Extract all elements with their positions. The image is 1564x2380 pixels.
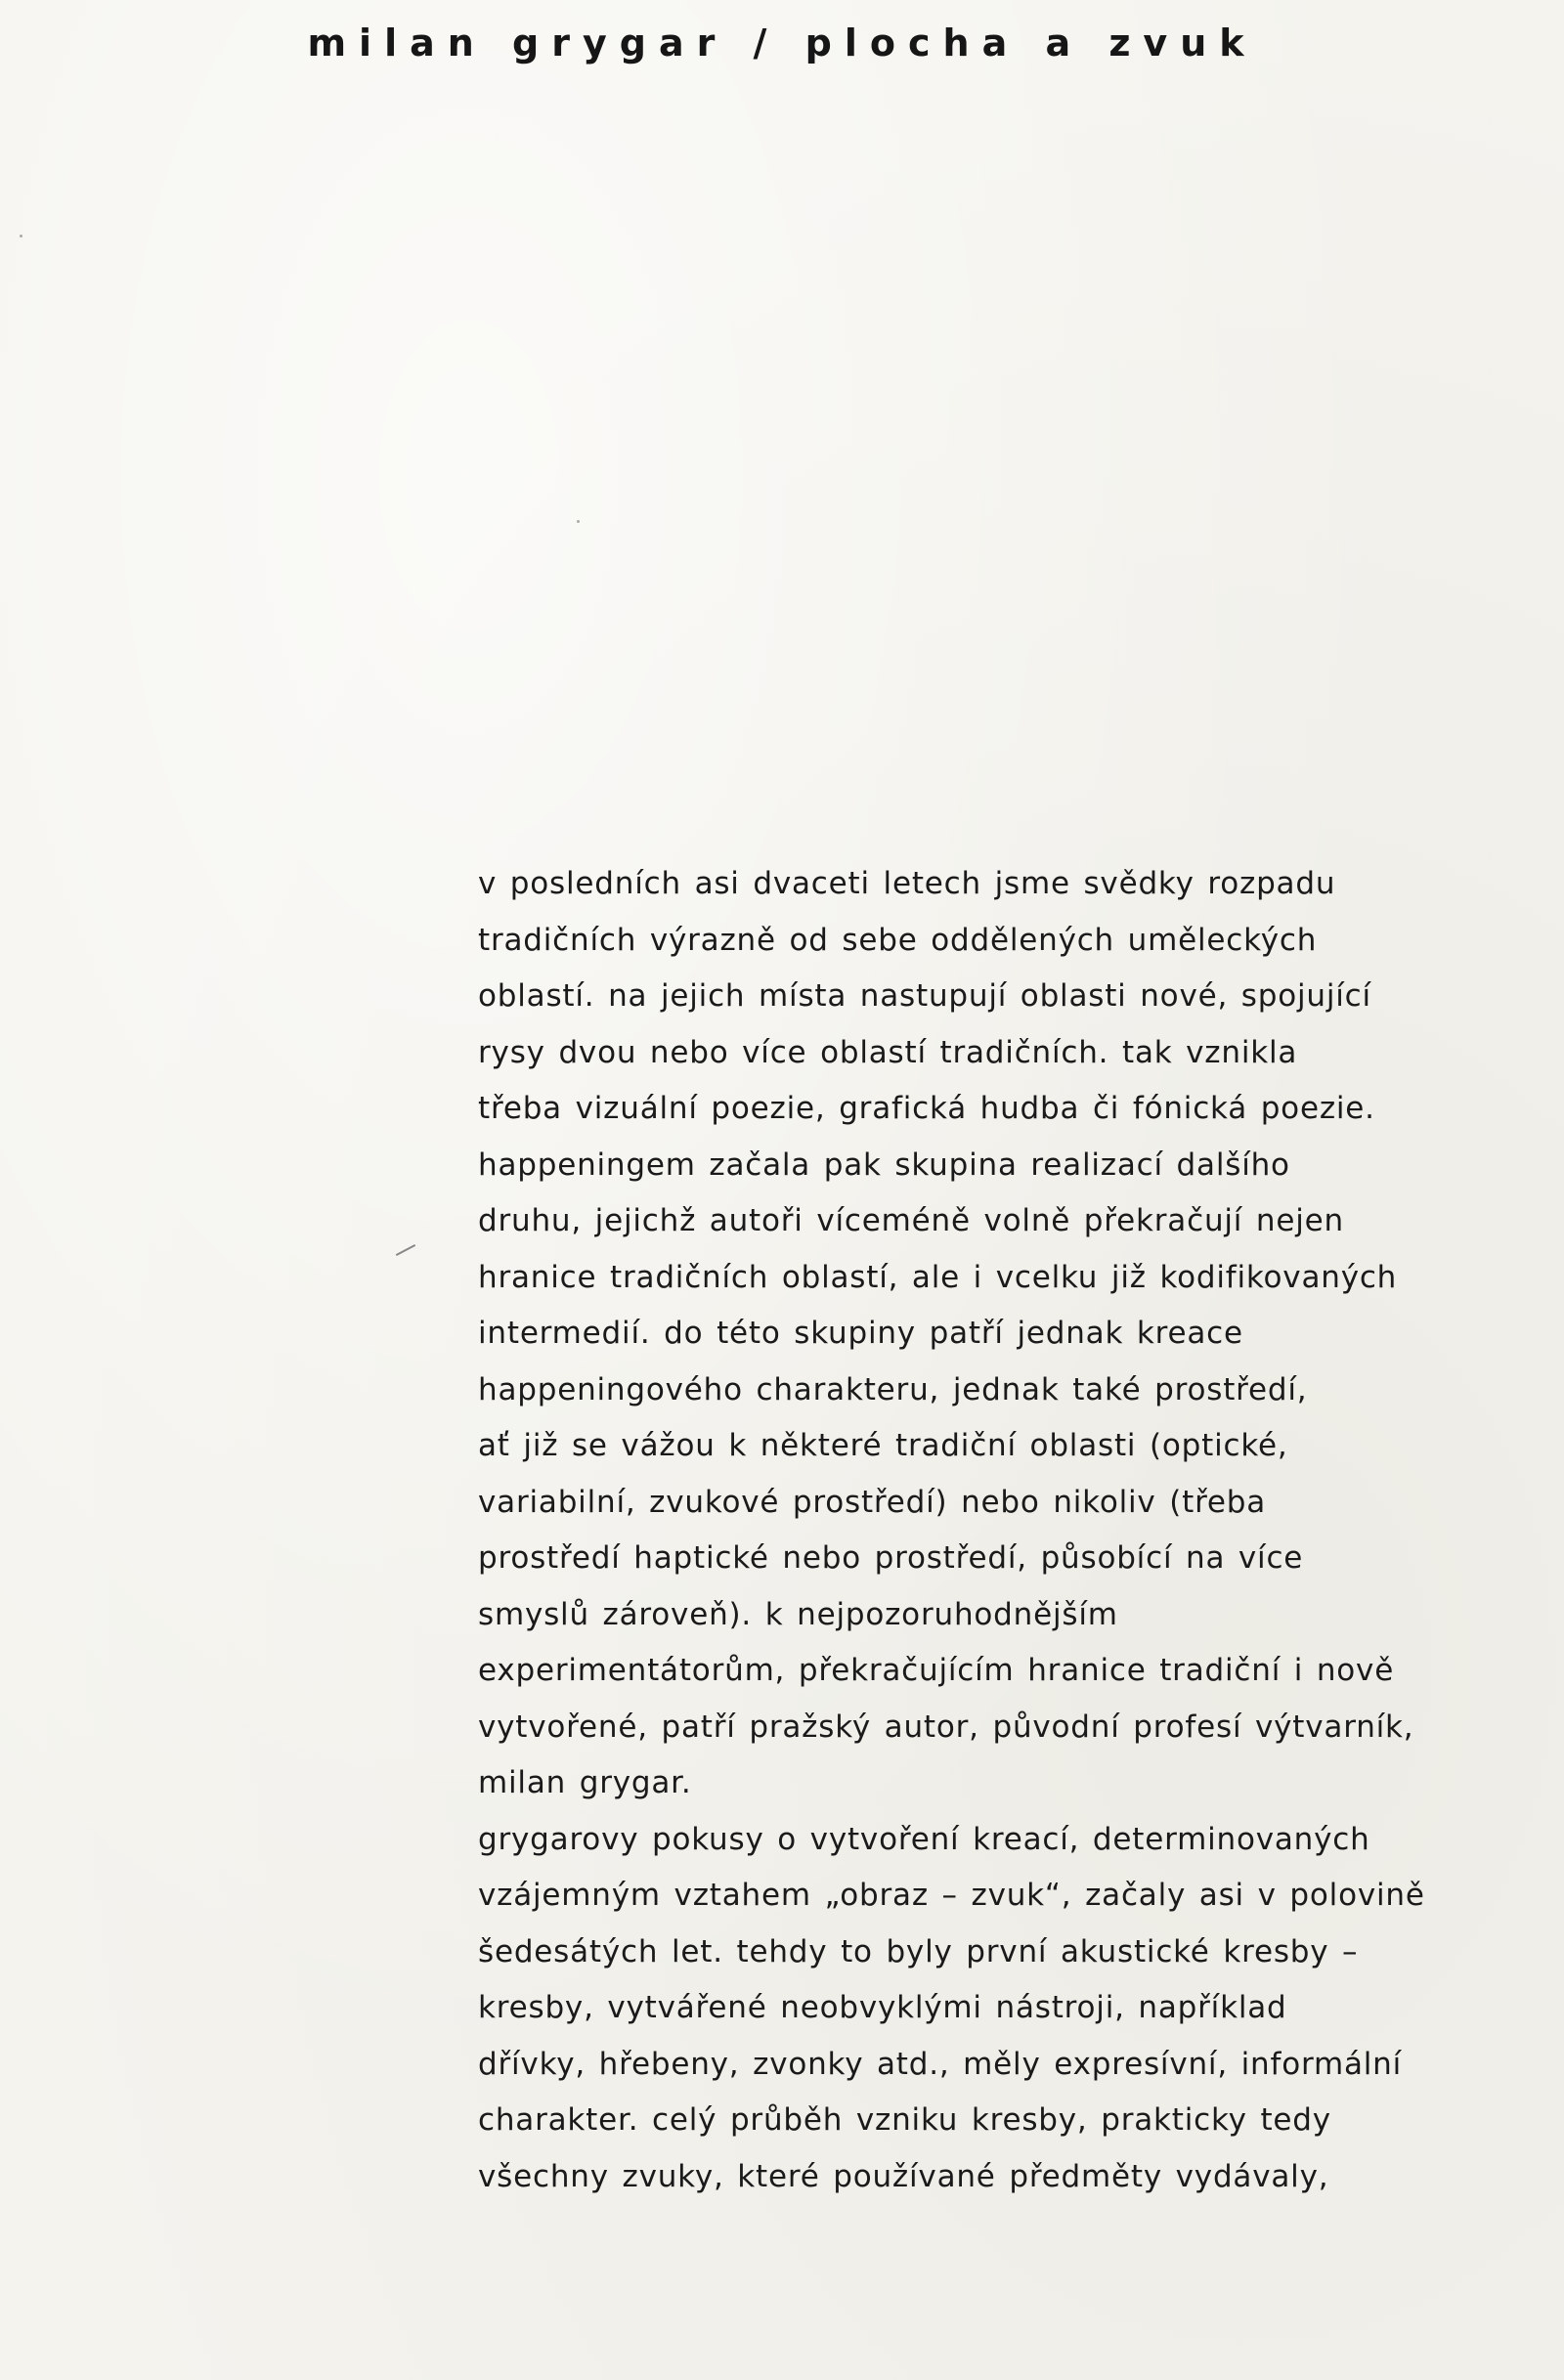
text-line: intermedií. do této skupiny patří jednak kreace: [478, 1316, 1243, 1351]
text-line: variabilní, zvukové prostředí) nebo nikoliv (třeba: [478, 1484, 1267, 1520]
text-line: šedesátých let. tehdy to byly první akustické kresby –: [478, 1933, 1359, 1969]
text-line: happeningem začala pak skupina realizací dalšího: [478, 1147, 1290, 1183]
text-line: hranice tradičních oblastí, ale i vcelku již kodifikovaných: [478, 1259, 1398, 1295]
stray-pen-mark: [396, 1244, 415, 1256]
text-line: charakter. celý průběh vzniku kresby, prakticky tedy: [478, 2102, 1331, 2138]
text-line: experimentátorům, překračujícím hranice tradiční i nově: [478, 1653, 1395, 1688]
text-line: druhu, jejichž autoři víceméně volně překračují nejen: [478, 1203, 1344, 1238]
text-line: oblastí. na jejich místa nastupují oblasti nové, spojující: [478, 978, 1371, 1014]
text-line: vytvořené, patří pražský autor, původní profesí výtvarník,: [478, 1709, 1414, 1745]
page-title: milan grygar / plocha a zvuk: [307, 22, 1257, 65]
text-line: v posledních asi dvaceti letech jsme svědky rozpadu: [478, 866, 1336, 901]
text-line: všechny zvuky, které používané předměty vydávaly,: [478, 2158, 1329, 2194]
body-paragraph: [478, 856, 1485, 2205]
text-line: vzájemným vztahem „obraz – zvuk“, začaly asi v polovině: [478, 1878, 1425, 1913]
text-line: smyslů zároveň). k nejpozoruhodnějším: [478, 1596, 1118, 1632]
text-line: kresby, vytvářené neobvyklými nástroji, například: [478, 1990, 1287, 2025]
text-line: tradičních výrazně od sebe oddělených uměleckých: [478, 922, 1318, 958]
text-line: grygarovy pokusy o vytvoření kreací, determinovaných: [478, 1821, 1370, 1857]
text-line: happeningového charakteru, jednak také prostředí,: [478, 1371, 1308, 1407]
paper-speck: [20, 235, 22, 238]
text-line: dřívky, hřebeny, zvonky atd., měly expresívní, informální: [478, 2046, 1403, 2082]
text-line: milan grygar.: [478, 1765, 692, 1800]
text-line: prostředí haptické nebo prostředí, působící na více: [478, 1540, 1304, 1576]
text-line: ať již se vážou k některé tradiční oblasti (optické,: [478, 1428, 1288, 1463]
text-line: třeba vizuální poezie, grafická hudba či fónická poezie.: [478, 1091, 1375, 1126]
text-line: rysy dvou nebo více oblastí tradičních. tak vznikla: [478, 1034, 1298, 1070]
paper-speck: [577, 520, 580, 523]
